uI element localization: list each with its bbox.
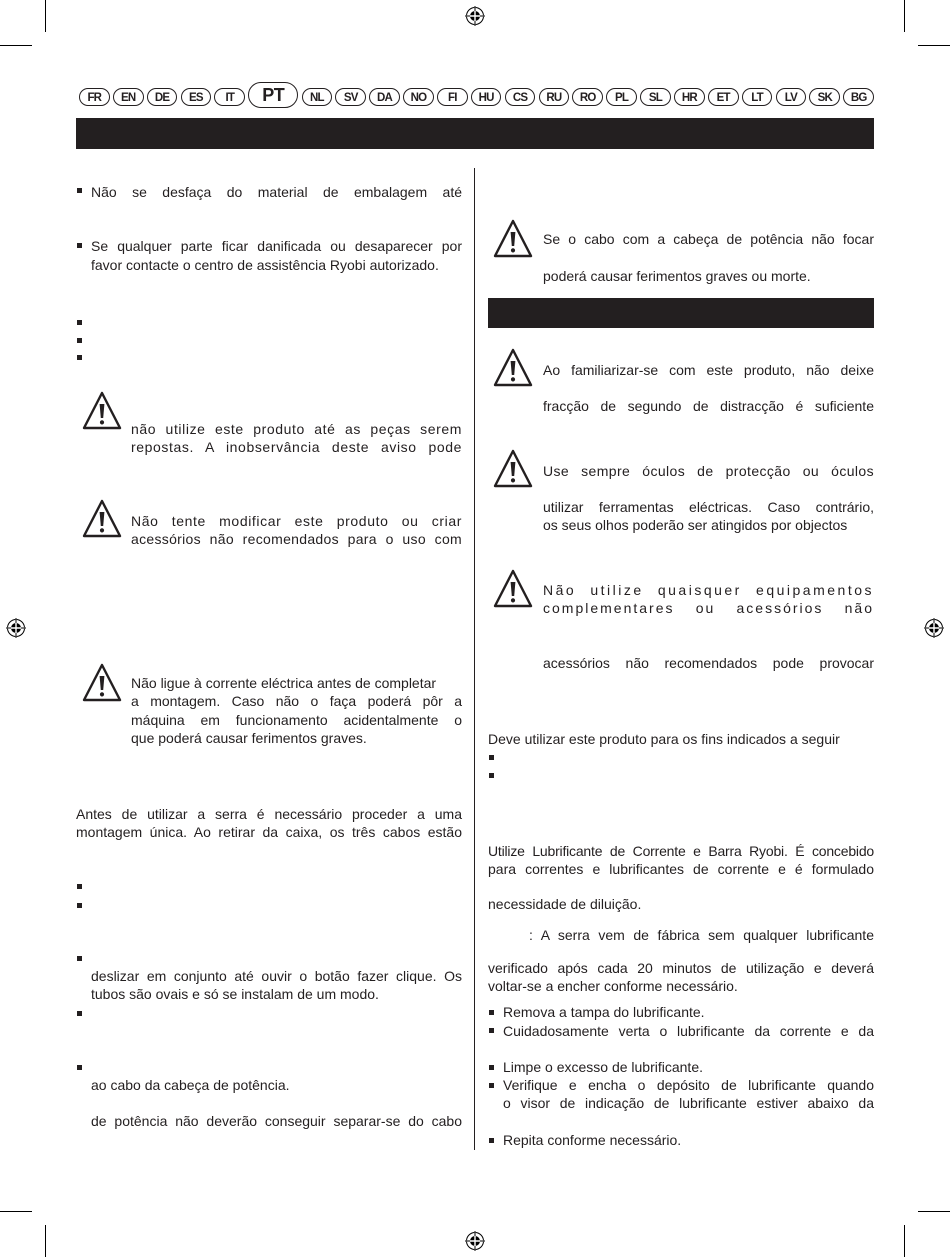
bullet [77, 903, 82, 908]
note-line2: verificado após cada 20 minutos de utilização e deverá [488, 960, 874, 976]
crop-mark-tl-h [0, 45, 32, 46]
warning1-line2: repostas. A inobservância deste aviso pode [131, 439, 462, 455]
bullet [489, 1065, 494, 1070]
lang-hr: HR [674, 88, 705, 106]
bullet-check-line1: Verifique e encha o depósito de lubrificante quando [503, 1077, 874, 1093]
warning2-line1: Não tente modificar este produto ou criar [131, 513, 462, 529]
lang-lv: LV [776, 88, 807, 106]
bullet [77, 956, 82, 961]
lang-et: ET [708, 88, 739, 106]
warning-accessories-line2: complementares ou acessórios não [543, 600, 874, 616]
lang-bg: BG [843, 88, 874, 106]
language-bar [79, 85, 874, 108]
step-line2: tubos são ovais e só se instalam de um modo. [91, 986, 379, 1002]
crop-mark-br-h [918, 1211, 950, 1212]
lang-da: DA [369, 88, 400, 106]
warning3-line1: Não ligue à corrente eléctrica antes de completar [131, 675, 437, 691]
bullet-pour-text: Cuidadosamente verta o lubrificante da corrente e da [503, 1023, 874, 1039]
bullet [489, 1083, 494, 1088]
bullet [77, 188, 82, 193]
lang-fr: FR [79, 88, 110, 106]
bullet [489, 1010, 494, 1015]
bullet [77, 355, 82, 360]
bullet [489, 755, 494, 760]
lang-ro: RO [572, 88, 603, 106]
column-divider [474, 168, 475, 1150]
packaging-text: Não se desfaça do material de embalagem até [91, 184, 462, 200]
bullet [489, 1138, 494, 1143]
warning-icon [493, 449, 533, 489]
bullet [77, 320, 82, 325]
step-line4: de potência não deverão conseguir separar-se do cabo [91, 1113, 462, 1129]
bullet-remove-text: Remova a tampa do lubrificante. [503, 1004, 705, 1020]
note-line1: : A serra vem de fábrica sem qualquer lubrificante [529, 927, 874, 943]
registration-mark-left-icon [6, 618, 26, 638]
lang-es: ES [181, 88, 212, 106]
warning-accessories-line1: Não utilize quaisquer equipamentos [543, 582, 874, 598]
warning-accessories-line3: acessórios não recomendados pode provocar [543, 655, 874, 671]
lang-cs: CS [505, 88, 536, 106]
assembly-line1: Antes de utilizar a serra é necessário proceder a uma [76, 806, 462, 822]
bullet [489, 1028, 494, 1033]
lube-line3: necessidade de diluição. [488, 896, 642, 912]
lube-line1: Utilize Lubrificante de Corrente e Barra Ryobi. É concebido [488, 843, 874, 859]
lang-no: NO [403, 88, 434, 106]
bullet [77, 884, 82, 889]
crop-mark-br-v [904, 1225, 905, 1257]
warning-familiar-line1: Ao familiarizar-se com este produto, não deixe [543, 362, 874, 378]
warning-icon [82, 663, 122, 703]
section-header-bar [76, 118, 874, 149]
bullet [489, 773, 494, 778]
warning-icon [493, 348, 533, 388]
warning-glasses-line3: os seus olhos poderão ser atingidos por objectos [543, 517, 848, 533]
warning-cable-line1: Se o cabo com a cabeça de potência não focar [543, 231, 874, 247]
note-line3: voltar-se a encher conforme necessário. [488, 978, 738, 994]
lang-lt: LT [742, 88, 773, 106]
warning3-line4: que poderá causar ferimentos graves. [131, 730, 367, 746]
crop-mark-bl-h [0, 1211, 32, 1212]
crop-mark-bl-v [45, 1225, 46, 1257]
lang-fi: FI [437, 88, 468, 106]
lube-line2: para correntes e lubrificantes de corrente e é formulado [488, 861, 874, 877]
warning-glasses-line2: utilizar ferramentas eléctricas. Caso contrário, [543, 499, 874, 515]
bullet [77, 1011, 82, 1016]
warning-icon [82, 391, 122, 431]
lang-hu: HU [471, 88, 502, 106]
warning-icon [493, 219, 533, 259]
lang-sk: SK [809, 88, 840, 106]
warning-glasses-line1: Use sempre óculos de protecção ou óculos [543, 463, 874, 479]
registration-mark-bottom-icon [465, 1231, 485, 1251]
warning3-line2: a montagem. Caso não o faça poderá pôr a [131, 693, 462, 709]
warning2-line2: acessórios não recomendados para o uso com [131, 531, 462, 547]
warning-familiar-line2: fracção de segundo de distracção é suficiente [543, 398, 874, 414]
registration-mark-right-icon [924, 618, 944, 638]
warning-cable-line2: poderá causar ferimentos graves ou morte. [543, 268, 811, 284]
lang-pt: PT [248, 82, 298, 108]
damaged-text-line2: favor contacte o centro de assistência Ryobi autorizado. [91, 257, 439, 273]
lang-en: EN [113, 88, 144, 106]
crop-mark-tl-v [45, 0, 46, 32]
right-section-header-bar [488, 298, 874, 328]
crop-mark-tr-v [904, 0, 905, 32]
damaged-text-line1: Se qualquer parte ficar danificada ou desaparecer por [91, 238, 462, 254]
step-line3: ao cabo da cabeça de potência. [91, 1077, 290, 1093]
bullet-repeat-text: Repita conforme necessário. [503, 1132, 682, 1148]
lang-sl: SL [640, 88, 671, 106]
intended-use-text: Deve utilizar este produto para os fins indicados a seguir [488, 731, 840, 747]
warning-icon [493, 569, 533, 609]
warning-icon [82, 499, 122, 539]
bullet [77, 1065, 82, 1070]
warning1-line1: não utilize este produto até as peças serem [131, 421, 462, 437]
lang-ru: RU [539, 88, 570, 106]
lang-sv: SV [335, 88, 366, 106]
bullet-clean-text: Limpe o excesso de lubrificante. [503, 1059, 703, 1075]
lang-nl: NL [302, 88, 333, 106]
bullet [77, 338, 82, 343]
step-line1: deslizar em conjunto até ouvir o botão fazer clique. Os [91, 968, 462, 984]
lang-de: DE [147, 88, 178, 106]
registration-mark-top-icon [465, 6, 485, 26]
lang-it: IT [214, 88, 245, 106]
lang-pl: PL [606, 88, 637, 106]
bullet-check-line2: o visor de indicação de lubrificante estiver abaixo da [503, 1095, 874, 1111]
bullet [77, 243, 82, 248]
crop-mark-tr-h [918, 45, 950, 46]
assembly-line2: montagem única. Ao retirar da caixa, os três cabos estão [76, 824, 462, 840]
warning3-line3: máquina em funcionamento acidentalmente o [131, 712, 462, 728]
